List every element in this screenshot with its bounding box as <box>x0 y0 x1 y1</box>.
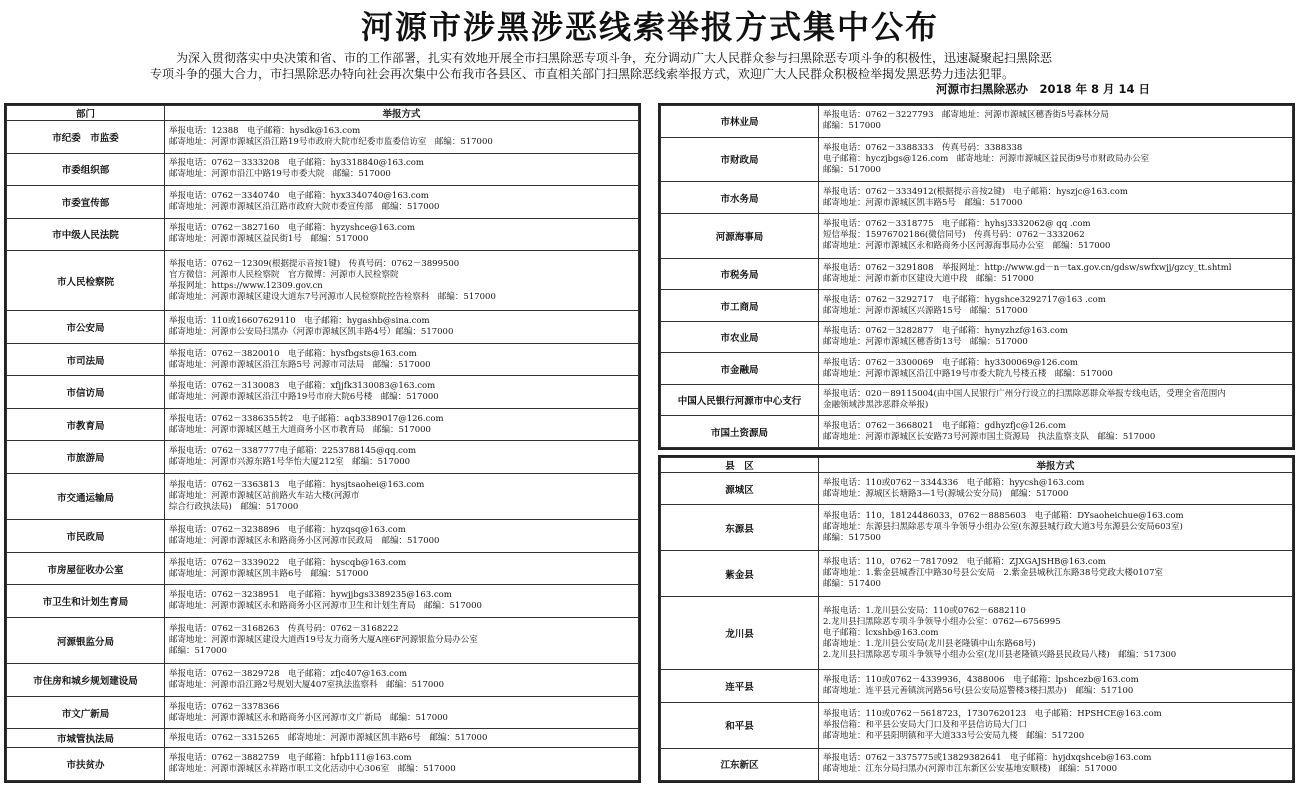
report-line: 邮寄地址：河源市源城区永和路商务小区河源海事局办公室 邮编：517000 <box>823 241 1111 252</box>
table-row <box>7 153 639 186</box>
report-line: 邮寄地址：河源市源城区沿江东路5号 河源市司法局 邮编：517000 <box>169 359 431 370</box>
report-line: 官方微信：河源市人民检察院 官方微博：河源市人民检察院 <box>169 269 399 280</box>
left-table-box <box>4 103 641 783</box>
report-info <box>819 505 1293 551</box>
report-line: 举报电话：0762－3334912(根据提示音按2键) 电子邮箱：hyszjc@163.com <box>823 186 1128 197</box>
report-info <box>819 551 1293 597</box>
report-info <box>165 729 639 748</box>
department-name: 江东新区 <box>661 748 819 780</box>
report-info <box>165 441 639 474</box>
report-line: 邮寄地址：河源市源城区沿江中路19号市府大院6号楼 邮编：517000 <box>169 392 439 403</box>
report-line: 举报信箱：和平县公安局大门口及和平县信访局大门口 <box>823 719 1028 730</box>
department-name: 市卫生和计划生育局 <box>7 585 165 618</box>
department-name: 市金融局 <box>661 353 819 385</box>
right-bottom-table <box>660 457 1293 781</box>
report-line: 金融领域涉黑涉恶群众举报) <box>823 400 929 411</box>
table-row <box>7 343 639 376</box>
report-info <box>165 408 639 441</box>
department-name: 市交通运输局 <box>7 474 165 520</box>
department-name: 龙川县 <box>661 597 819 670</box>
department-name: 紫金县 <box>661 551 819 597</box>
report-line: 2.龙川县扫黑除恶专项斗争领导小组办公室：0762—6756995 <box>823 616 1061 627</box>
report-info <box>819 258 1293 290</box>
department-name: 市水务局 <box>661 182 819 214</box>
table-row <box>7 311 639 344</box>
report-line: 邮寄地址：河源市源城区建设大道东7号河源市人民检察院控告检察科 邮编：517000 <box>169 291 496 302</box>
report-info <box>165 520 639 553</box>
right-bottom-table-box <box>658 455 1295 783</box>
report-line: 举报电话：0762－12309(根据提示音按1键) 传真号码：0762－3899500 <box>169 258 460 269</box>
intro-paragraph <box>150 50 1150 82</box>
table-row <box>7 748 639 781</box>
report-line: 举报网址：https://www.12309.gov.cn <box>169 280 323 291</box>
report-line: 举报电话：0762－3300069 电子邮箱：hy3300069@126.com <box>823 357 1078 368</box>
department-name: 市中级人民法院 <box>7 218 165 251</box>
report-line: 邮寄地址：河源市兴源东路1号华怡大厦212室 邮编：517000 <box>169 457 411 468</box>
table-row <box>661 551 1293 597</box>
report-line: 邮编：517500 <box>823 533 881 544</box>
report-info <box>165 696 639 729</box>
report-line: 举报电话：0762－3238951 电子邮箱：hywjjbgs3389235@163.com <box>169 590 452 601</box>
report-line: 举报电话：0762－3315265 邮寄地址：河源市源城区凯丰路6号 邮编：517000 <box>169 732 488 743</box>
department-name: 市扶贫办 <box>7 748 165 781</box>
table-row <box>661 353 1293 385</box>
report-info <box>819 137 1293 182</box>
report-info <box>165 153 639 186</box>
table-row <box>661 384 1293 416</box>
report-line: 举报电话：0762－3388333 传真号码：3388338 <box>823 142 1023 153</box>
department-name: 市司法局 <box>7 343 165 376</box>
table-row <box>7 696 639 729</box>
report-line: 电子邮箱：hyczjbgs@126.com 邮寄地址：河源市源城区益民街9号市财政局办公室 <box>823 153 1150 164</box>
right-top-table-body <box>661 106 1293 448</box>
right-bottom-table-body <box>661 473 1293 781</box>
table-row <box>661 137 1293 182</box>
intro-line: 专项斗争的强大合力，市扫黑除恶办特向社会再次集中公布我市各县区、市直相关部门扫黑除恶线索举报方式，欢迎广大人民群众积极检举揭发黑恶势力违法犯罪。 <box>150 67 1015 81</box>
report-line: 邮寄地址：河源市源城区凯丰路5号 邮编：517000 <box>823 197 1023 208</box>
department-name: 市工商局 <box>661 290 819 322</box>
report-info <box>165 218 639 251</box>
report-info <box>165 474 639 520</box>
report-info <box>165 664 639 697</box>
report-line: 邮寄地址：河源市源城区永和路商务小区河源市文广新局 邮编：517000 <box>169 712 448 723</box>
table-row <box>7 186 639 219</box>
report-line: 举报电话：12388 电子邮箱：hysdk@163.com <box>169 125 361 136</box>
report-line: 邮寄地址：河源市源城区益民街1号 邮编：517000 <box>169 234 369 245</box>
table-row <box>7 552 639 585</box>
report-line: 举报电话：0762－3378366 <box>169 701 280 712</box>
report-line: 邮编：517000 <box>823 121 881 132</box>
report-line: 举报电话：0762－3333208 电子邮箱：hy3318840@163.com <box>169 158 424 169</box>
report-line: 邮寄地址：河源市公安局扫黑办（河源市源城区凯丰路4号）邮编：517000 <box>169 327 454 338</box>
report-line: 举报电话：110或16607629110 电子邮箱：hygashb@sina.com <box>169 316 430 327</box>
report-line: 邮寄地址：河源市沿江路2号规划大厦407室执法监察科 邮编：517000 <box>169 680 445 691</box>
report-line: 举报电话：0762－3339022 电子邮箱：hyscqb@163.com <box>169 557 407 568</box>
report-line: 举报电话：0762－3827160 电子邮箱：hyzyshce@163.com <box>169 223 416 234</box>
left-table-body <box>7 121 639 781</box>
report-line: 邮寄地址：源城区长塘路3—1号(源城公安分局) 邮编：517000 <box>823 488 1069 499</box>
report-line: 举报电话：0762－3340740 电子邮箱：hyx3340740@163.com <box>169 190 429 201</box>
report-line: 举报电话：0762－3668021 电子邮箱：gdhyzfjc@126.com <box>823 420 1067 431</box>
report-line: 举报电话：110，18124486033，0762－8885603 电子邮箱：DYsaoheichue@163.com <box>823 511 1184 522</box>
table-row <box>7 408 639 441</box>
report-line: 综合行政执法局) 邮编：517000 <box>169 502 299 513</box>
report-line: 举报电话：0762－3318775 电子邮箱：hyhsj3332062@ qq .com <box>823 219 1091 230</box>
report-info <box>165 186 639 219</box>
column-header: 县 区 <box>661 458 819 473</box>
table-row <box>661 748 1293 780</box>
report-line: 邮寄地址：和平县阳明镇和平大道333号公安局九楼 邮编：517200 <box>823 730 1085 741</box>
column-header: 举报方式 <box>165 106 639 121</box>
table-row <box>661 290 1293 322</box>
department-name: 市房屋征收办公室 <box>7 552 165 585</box>
department-name: 市人民检察院 <box>7 251 165 311</box>
department-name: 市林业局 <box>661 106 819 138</box>
report-info <box>819 106 1293 138</box>
report-line: 举报电话：0762－3820010 电子邮箱：hysfbgsts@163.com <box>169 348 417 359</box>
report-line: 举报电话：0762－3292717 电子邮箱：hygshce3292717@163 .com <box>823 294 1106 305</box>
signature: 河源市扫黑除恶办 2018 年 8 月 14 日 <box>935 82 1150 96</box>
table-row <box>7 520 639 553</box>
report-line: 举报电话：0762－3363813 电子邮箱：hysjtsaohei@163.com <box>169 480 425 491</box>
report-info <box>819 384 1293 416</box>
report-line: 邮寄地址：河源市源城区越王大道商务小区市教育局 邮编：517000 <box>169 424 431 435</box>
report-info <box>819 748 1293 780</box>
report-line: 邮寄地址：河源市源城区永祥路市职工文化活动中心306室 邮编：517000 <box>169 764 456 775</box>
report-info <box>819 670 1293 702</box>
report-line: 邮寄地址：河源市源城区沿江路市政府大院市委宣传部 邮编：517000 <box>169 201 440 212</box>
report-line: 举报电话：110或0762－5618723，17307620123 电子邮箱：HPSHCE@163.com <box>823 708 1162 719</box>
table-row <box>661 182 1293 214</box>
department-name: 市民政局 <box>7 520 165 553</box>
department-name: 东源县 <box>661 505 819 551</box>
report-line: 举报电话：0762－3238896 电子邮箱：hyzqsq@163.com <box>169 525 406 536</box>
column-header: 部门 <box>7 106 165 121</box>
table-row <box>7 218 639 251</box>
table-row <box>7 376 639 409</box>
report-line: 邮寄地址：江东分局扫黑办(河源市江东新区公安基地安顺楼) 邮编：517000 <box>823 764 1118 775</box>
table-row <box>7 251 639 311</box>
report-line: 举报电话：0762－3387777电子邮箱：2253788145@qq.com <box>169 446 417 457</box>
table-row <box>661 416 1293 448</box>
table-row <box>661 670 1293 702</box>
table-row <box>7 121 639 154</box>
report-line: 邮寄地址：河源市源城区建设大道西19号友力商务大厦A座6F河源银监分局办公室 <box>169 635 478 646</box>
report-line: 举报电话：0762－3130083 电子邮箱：xfjjfk3130083@163.com <box>169 381 436 392</box>
department-name: 河源银监分局 <box>7 618 165 664</box>
report-line: 举报电话：0762－3282877 电子邮箱：hynyzhzf@163.com <box>823 326 1068 337</box>
department-name: 市信访局 <box>7 376 165 409</box>
department-name: 中国人民银行河源市中心支行 <box>661 384 819 416</box>
report-line: 电子邮箱：lcxshb@163.com <box>823 627 939 638</box>
report-info <box>165 618 639 664</box>
department-name: 市委组织部 <box>7 153 165 186</box>
report-line: 举报电话：0762－3375775或13829382641 电子邮箱：hyjdxqshceb@163.com <box>823 753 1152 764</box>
left-table <box>6 105 639 781</box>
report-line: 举报电话：0762－3168263 传真号码：0762－3168222 <box>169 624 399 635</box>
table-row <box>661 213 1293 258</box>
report-line: 邮寄地址：连平县元善镇滨河路56号(县公安局巡警楼3楼扫黑办) 邮编：517100 <box>823 686 1134 697</box>
table-row <box>7 664 639 697</box>
report-info <box>819 597 1293 670</box>
report-line: 2.龙川县扫黑除恶专项斗争领导小组办公室(龙川县老隆镇兴路县民政局八楼) 邮编：517300 <box>823 649 1177 660</box>
table-row <box>661 702 1293 748</box>
report-info <box>165 121 639 154</box>
table-row <box>661 473 1293 505</box>
report-line: 邮寄地址：河源市源城区沿江中路19号市委大院九号楼五楼 邮编：517000 <box>823 368 1113 379</box>
report-line: 邮寄地址：河源市沿江中路19号市委大院 邮编：517000 <box>169 169 391 180</box>
report-line: 举报电话：0762－3829728 电子邮箱：zfjc407@163.com <box>169 669 408 680</box>
department-name: 连平县 <box>661 670 819 702</box>
report-info <box>819 416 1293 448</box>
report-info <box>165 311 639 344</box>
table-row <box>661 505 1293 551</box>
report-line: 举报电话：110，0762－7817092 电子邮箱：ZJXGAJSHB@163.com <box>823 557 1106 568</box>
table-row <box>661 321 1293 353</box>
report-line: 邮寄地址：河源市源城区永和路商务小区河源市卫生和计划生育局 邮编：517000 <box>169 601 482 612</box>
report-line: 举报电话：110或0762－3344336 电子邮箱：hyycsh@163.com <box>823 477 1085 488</box>
report-line: 邮寄地址：河源市源城区永和路商务小区河源市民政局 邮编：517000 <box>169 536 440 547</box>
report-line: 邮寄地址：河源市源城区长安路73号河源市国土资源局 执法监察支队 邮编：517000 <box>823 431 1156 442</box>
report-line: 邮寄地址：河源市源城区沿江路19号市政府大院市纪委市监委信访室 邮编：517000 <box>169 136 493 147</box>
report-line: 邮寄地址：河源市源城区凯丰路6号 邮编：517000 <box>169 568 369 579</box>
report-line: 邮编：517000 <box>169 646 227 657</box>
report-line: 邮寄地址：1.紫金县城香江中路30号县公安局 2.紫金县城秋江东路38号党政大楼0107室 <box>823 568 1163 579</box>
report-info <box>165 343 639 376</box>
department-name: 市纪委 市监委 <box>7 121 165 154</box>
report-line: 邮寄地址：河源市源城区兴源路15号 邮编：517000 <box>823 305 1028 316</box>
report-line: 邮寄地址：东源县扫黑除恶专项斗争领导小组办公室(东源县城行政大道3号东源县公安局603室) <box>823 522 1183 533</box>
table-row <box>661 106 1293 138</box>
department-name: 市教育局 <box>7 408 165 441</box>
department-name: 市农业局 <box>661 321 819 353</box>
report-info <box>819 182 1293 214</box>
department-name: 和平县 <box>661 702 819 748</box>
report-info <box>819 353 1293 385</box>
report-line: 短信举报：15976702186(微信同号) 传真号码：0762－3332062 <box>823 230 1085 241</box>
department-name: 源城区 <box>661 473 819 505</box>
report-line: 邮编：517000 <box>823 164 881 175</box>
report-line: 举报电话：1.龙川县公安局：110或0762－6882110 <box>823 605 1026 616</box>
department-name: 河源海事局 <box>661 213 819 258</box>
report-line: 举报电话：0762－3386355转2 电子邮箱：aqb3389017@126.com <box>169 413 444 424</box>
right-top-table <box>660 105 1293 448</box>
report-line: 邮寄地址：河源市源城区站前路火车站大楼(河源市 <box>169 491 360 502</box>
table-row <box>7 441 639 474</box>
table-row <box>7 618 639 664</box>
report-info <box>819 702 1293 748</box>
department-name: 市文广新局 <box>7 696 165 729</box>
department-name: 市公安局 <box>7 311 165 344</box>
report-info <box>819 321 1293 353</box>
report-info <box>165 585 639 618</box>
column-header: 举报方式 <box>819 458 1293 473</box>
report-info <box>819 473 1293 505</box>
report-line: 邮寄地址：1.龙川县公安局(龙川县老隆镇中山东路68号) <box>823 638 1036 649</box>
report-line: 举报电话：110或0762－4339936，4388006 电子邮箱：lpshcezb@163.com <box>823 675 1139 686</box>
report-line: 举报电话：0762－3291808 举报网址：http://www.gd－n－tax.gov.cn/gdsw/swfxwjj/gzcy_tt.shtml <box>823 263 1232 274</box>
report-line: 举报电话：020－89115004(由中国人民银行广州分行设立的扫黑除恶群众举报专线电话，受理全省范围内 <box>823 389 1226 400</box>
department-name: 市税务局 <box>661 258 819 290</box>
department-name: 市财政局 <box>661 137 819 182</box>
intro-line: 为深入贯彻落实中央决策和省、市的工作部署，扎实有效地开展全市扫黑除恶专项斗争，充分调动广大人民群众参与扫黑除恶专项斗争的积极性，迅速凝聚起扫黑除恶 <box>176 51 1053 65</box>
department-name: 市城管执法局 <box>7 729 165 748</box>
report-info <box>165 748 639 781</box>
department-name: 市委宣传部 <box>7 186 165 219</box>
table-row <box>7 729 639 748</box>
department-name: 市住房和城乡规划建设局 <box>7 664 165 697</box>
page-title: 河源市涉黑涉恶线索举报方式集中公布 <box>360 8 939 46</box>
report-info <box>165 552 639 585</box>
department-name: 市国土资源局 <box>661 416 819 448</box>
report-info <box>819 290 1293 322</box>
right-top-table-box <box>658 103 1295 450</box>
report-line: 邮寄地址：河源市源城区穗香街13号 邮编：517000 <box>823 337 1028 348</box>
table-row <box>7 474 639 520</box>
report-info <box>165 251 639 311</box>
report-info <box>165 376 639 409</box>
table-row <box>661 258 1293 290</box>
report-info <box>819 213 1293 258</box>
table-row <box>7 585 639 618</box>
report-line: 邮寄地址：河源市新市区建设大道中段 邮编：517000 <box>823 274 1034 285</box>
report-line: 举报电话：0762－3227793 邮寄地址：河源市源城区穗香街5号森林分局 <box>823 110 1109 121</box>
report-line: 邮编：517400 <box>823 579 881 590</box>
report-line: 举报电话：0762－3882759 电子邮箱：hfpb111@163.com <box>169 753 412 764</box>
table-row <box>661 597 1293 670</box>
department-name: 市旅游局 <box>7 441 165 474</box>
